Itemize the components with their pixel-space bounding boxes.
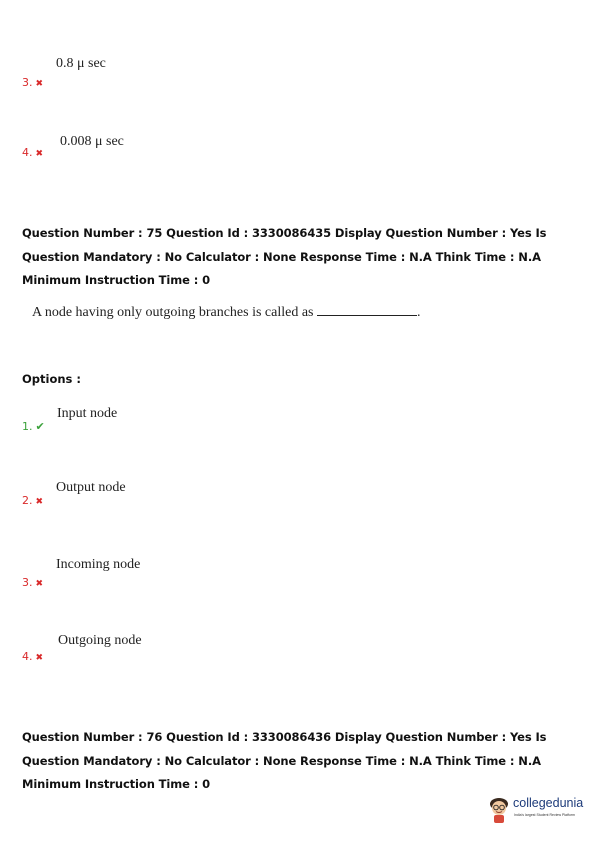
cross-icon: ✖ [35, 497, 44, 507]
question-75-meta: Question Number : 75 Question Id : 3330086435 Display Question Number : Yes Is Question Mandatory : No Calculator : None Response Time : N.A Think Time : N.A Minimum Instruction Time : 0 [22, 226, 547, 287]
prev-option-4-number [22, 146, 43, 159]
question-text-suffix: . [417, 305, 421, 320]
check-icon: ✔ [35, 420, 45, 433]
options-label: Options : [22, 372, 81, 386]
cross-icon: ✖ [35, 149, 44, 159]
collegedunia-logo [487, 794, 587, 830]
option-3-text: Incoming node [56, 557, 141, 572]
prev-option-4-text: 0.008 μ sec [60, 134, 124, 149]
option-number: 4. [22, 650, 33, 663]
mascot-icon [487, 794, 511, 824]
option-2-text: Output node [56, 480, 126, 495]
option-1-text: Input node [57, 406, 118, 421]
answer-blank [317, 304, 417, 316]
option-number: 3. [22, 76, 33, 89]
question-75-text [32, 304, 421, 321]
cross-icon: ✖ [35, 653, 44, 663]
option-4-number [22, 650, 43, 663]
option-2-number [22, 494, 43, 507]
question-text-prefix: A node having only outgoing branches is called as [32, 305, 314, 320]
question-76-meta: Question Number : 76 Question Id : 3330086436 Display Question Number : Yes Is Question Mandatory : No Calculator : None Response Time : N.A Think Time : N.A Minimum Instruction Time : 0 [22, 730, 547, 791]
prev-option-3-text: 0.8 μ sec [56, 56, 106, 71]
logo-tagline: India's largest Student Review Platform [514, 813, 575, 817]
option-number: 1. [22, 420, 33, 433]
option-4-text: Outgoing node [58, 633, 142, 648]
option-3-number [22, 576, 43, 589]
option-number: 2. [22, 494, 33, 507]
option-number: 4. [22, 146, 33, 159]
logo-name: collegedunia [513, 796, 584, 810]
prev-option-3-number [22, 76, 43, 89]
cross-icon: ✖ [35, 579, 44, 589]
cross-icon: ✖ [35, 79, 44, 89]
option-1-number [22, 420, 45, 433]
option-number: 3. [22, 576, 33, 589]
